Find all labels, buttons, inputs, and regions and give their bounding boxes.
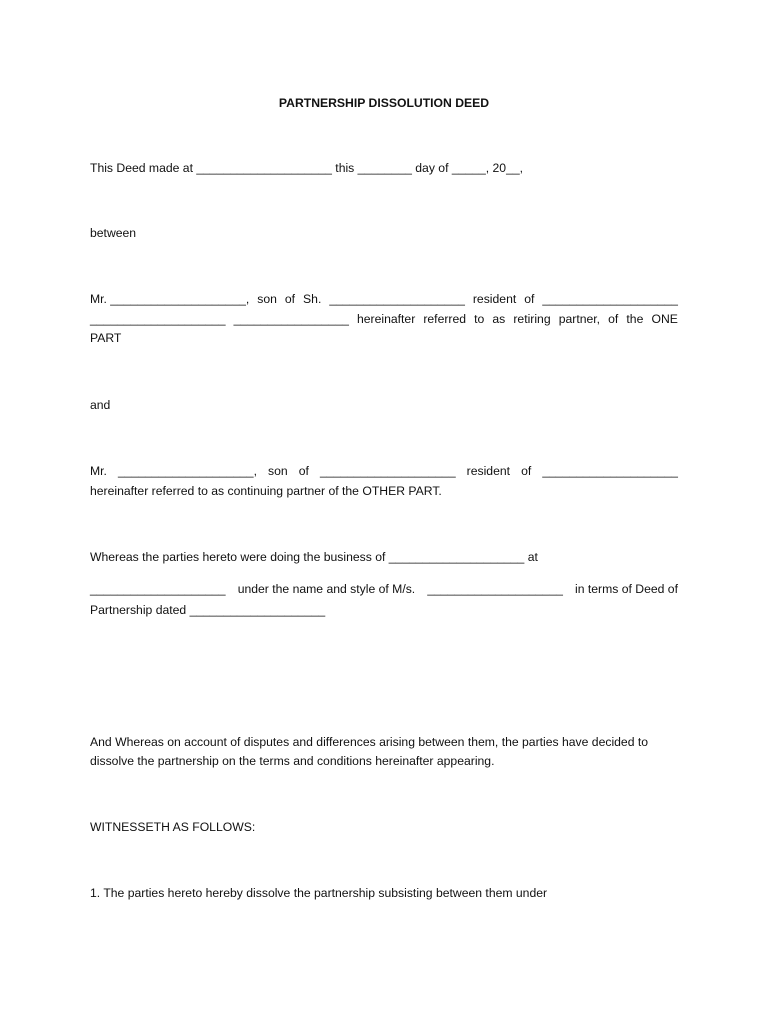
document-title: PARTNERSHIP DISSOLUTION DEED	[278, 96, 490, 110]
text-segment: in terms of Deed of	[575, 582, 678, 596]
intro-line: This Deed made at ____________________ this ________ day of _____, 20__,	[90, 161, 524, 175]
text-segment: partner,	[558, 312, 601, 326]
text-segment: resident	[472, 292, 517, 306]
text-segment: ____________________	[427, 582, 563, 596]
whereas-line-3: Partnership dated ____________________	[90, 603, 326, 617]
whereas-line-2	[90, 579, 678, 599]
and-whereas-line-2: dissolve the partnership on the terms and conditions hereinafter appearing.	[90, 754, 495, 768]
text-segment: of	[608, 312, 619, 326]
text-segment: ____________________	[90, 312, 226, 326]
text-segment: ____________________	[542, 464, 678, 478]
text-segment: of	[298, 464, 309, 478]
text-segment: _________________	[233, 312, 349, 326]
text-segment: Mr. ____________________,	[90, 292, 250, 306]
text-segment: hereinafter	[356, 312, 416, 326]
first-party-line-3: PART	[90, 331, 122, 345]
text-segment: ____________________	[320, 464, 456, 478]
second-party-line-1	[90, 461, 678, 481]
and-whereas-line-1: And Whereas on account of disputes and differences arising between them, the parties have decided to	[90, 735, 649, 749]
text-segment: of	[284, 292, 296, 306]
text-segment: Sh.	[303, 292, 322, 306]
text-segment: of	[524, 292, 535, 306]
text-segment: ONE	[651, 312, 678, 326]
text-segment: as	[492, 312, 506, 326]
between-text: between	[90, 226, 137, 240]
text-segment: ____________________	[329, 292, 465, 306]
text-segment: son	[257, 292, 277, 306]
text-segment: ____________________,	[118, 464, 257, 478]
text-segment: resident	[466, 464, 511, 478]
clause-1: 1. The parties hereto hereby dissolve the partnership subsisting between them under	[90, 886, 548, 900]
text-segment: retiring	[513, 312, 551, 326]
first-party-line-1	[90, 289, 678, 309]
text-segment: Mr.	[90, 464, 107, 478]
text-segment: the	[626, 312, 644, 326]
first-party-line-2	[90, 309, 678, 329]
whereas-line-1: Whereas the parties hereto were doing the business of ____________________ at	[90, 550, 538, 564]
text-segment: ____________________	[542, 292, 678, 306]
second-party-line-2: hereinafter referred to as continuing partner of the OTHER PART.	[90, 484, 442, 498]
and-text: and	[90, 398, 111, 412]
text-segment: under the name and style of M/s.	[237, 582, 416, 596]
text-segment: to	[474, 312, 485, 326]
text-segment: ____________________	[90, 582, 226, 596]
witnesseth-heading: WITNESSETH AS FOLLOWS:	[90, 820, 256, 834]
text-segment: referred	[423, 312, 467, 326]
text-segment: of	[521, 464, 532, 478]
text-segment: son	[268, 464, 288, 478]
